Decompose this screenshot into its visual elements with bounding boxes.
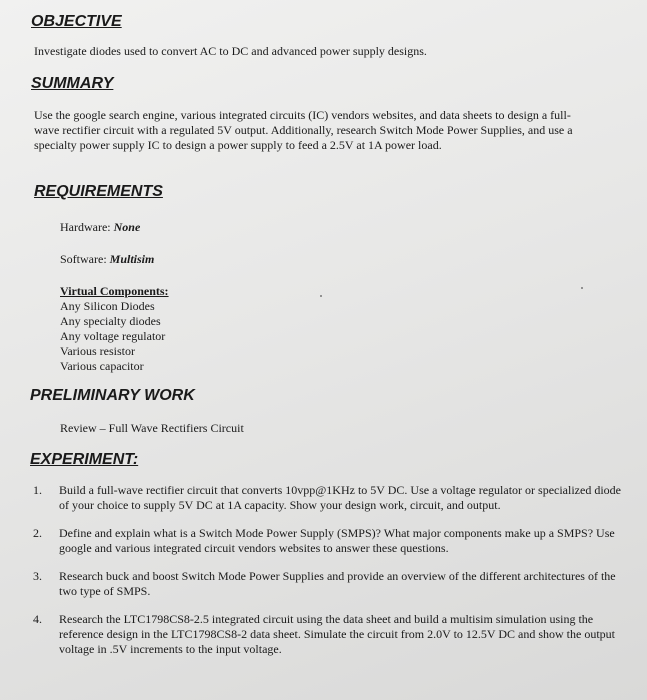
component-item: Various capacitor — [60, 359, 144, 373]
item-number: 3. — [33, 569, 42, 583]
hardware-value: None — [113, 220, 141, 234]
speck — [320, 295, 322, 297]
objective-heading: OBJECTIVE — [31, 13, 122, 30]
item-number: 4. — [33, 612, 42, 626]
software-line — [60, 252, 154, 267]
item-text: Research the LTC1798CS8-2.5 integrated circuit using the data sheet and build a multisim simulation using the reference design in the LTC1798CS8-2 data sheet. Simulate the circuit from 2.0V to 12.5V DC and show the output voltage in .5V increments to the input voltage. — [59, 612, 616, 656]
speck — [581, 287, 583, 289]
summary-heading: SUMMARY — [31, 75, 114, 92]
experiment-list — [33, 483, 623, 657]
objective-text: Investigate diodes used to convert AC to DC and advanced power supply designs. — [34, 44, 427, 58]
summary-text: Use the google search engine, various integrated circuits (IC) vendors websites, and data sheets to design a full-wave rectifier circuit with a regulated 5V output. Additionally, research Switch Mode Power Supplies, and use a specialty power supply IC to design a power supply to feed a 2.5V at 1A power load. — [34, 108, 573, 152]
component-item: Any specialty diodes — [60, 314, 161, 328]
item-number: 2. — [33, 526, 42, 540]
software-value: Multisim — [109, 252, 155, 266]
virtual-components-title: Virtual Components: — [60, 284, 169, 298]
component-item: Various resistor — [60, 344, 135, 358]
item-number: 1. — [33, 483, 42, 497]
list-item — [33, 612, 623, 657]
hardware-label: Hardware: — [60, 220, 111, 234]
list-item — [33, 569, 623, 599]
requirements-heading: REQUIREMENTS — [34, 183, 163, 200]
hardware-line — [60, 220, 140, 235]
item-text: Build a full-wave rectifier circuit that converts 10vpp@1KHz to 5V DC. Use a voltage regulator or specialized diode of your choice to supply 5V DC at 1A capacity. Show your design work, circuit, and output. — [59, 483, 621, 512]
list-item — [33, 483, 623, 513]
list-item — [33, 526, 623, 556]
preliminary-text: Review – Full Wave Rectifiers Circuit — [60, 421, 244, 435]
component-item: Any voltage regulator — [60, 329, 166, 343]
experiment-heading: EXPERIMENT: — [30, 451, 139, 468]
preliminary-heading: PRELIMINARY WORK — [30, 387, 195, 404]
item-text: Research buck and boost Switch Mode Power Supplies and provide an overview of the different architectures of the two type of SMPS. — [59, 569, 616, 598]
component-item: Any Silicon Diodes — [60, 299, 155, 313]
software-label: Software: — [60, 252, 107, 266]
item-text: Define and explain what is a Switch Mode Power Supply (SMPS)? What major components make up a SMPS? Use google and various integrated circuit vendors websites to answer these questions. — [59, 526, 615, 555]
